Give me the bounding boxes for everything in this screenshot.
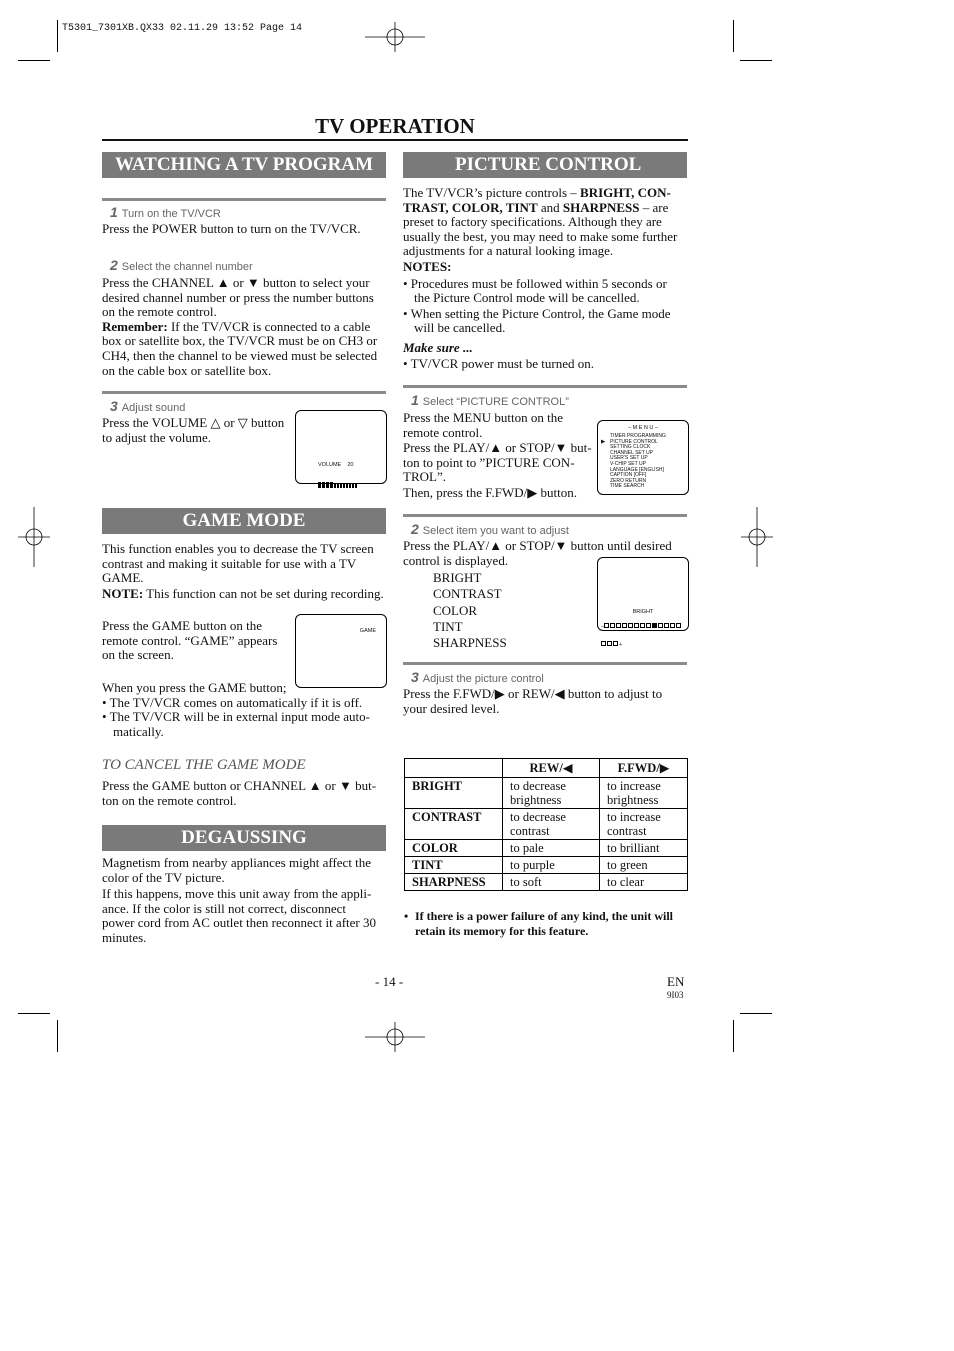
title-rule	[102, 139, 688, 141]
table-cell-rew	[503, 809, 600, 840]
volume-segment	[340, 484, 342, 488]
cancel-game-text: Press the GAME button or CHANNEL ▲ or ▼ but- ton on the remote control.	[102, 778, 377, 808]
picture-step2-text: Press the PLAY/▲ or STOP/▼ button until desired control is displayed.	[403, 538, 672, 568]
game-intro: This function enables you to decrease the TV screen contrast and making it suitable for use with a TV GAME. NOTE: This function can not be set during recording.	[102, 541, 384, 601]
menu-item: CHANNEL SET UP	[610, 449, 654, 456]
osd-box	[628, 623, 633, 628]
cell-line: contrast	[510, 824, 550, 838]
osd-box	[670, 623, 675, 628]
game-screen	[295, 614, 387, 688]
menu-item: LANGUAGE [ENGLISH]	[610, 466, 664, 473]
osd-box	[610, 623, 615, 628]
table-row	[405, 874, 688, 891]
osd-label: BRIGHT	[632, 609, 654, 615]
bright-osd-screen	[597, 557, 689, 648]
table-row	[405, 840, 688, 857]
table-cell-ffwd	[600, 840, 688, 857]
watching-step3-text: Press the VOLUME △ or ▽ button to adjust the volume.	[102, 415, 285, 445]
picture-step1-text: Press the MENU button on the remote control. Press the PLAY/▲ or STOP/▼ but- ton to point to ”PICTURE CON- TROL”. Then, press the F.FWD/▶ button.	[403, 410, 592, 500]
watching-step1-heading: 1 Turn on the TV/VCR	[110, 204, 221, 220]
cancel-game-title: TO CANCEL THE GAME MODE	[102, 757, 306, 773]
doc-code: 9I03	[667, 990, 684, 1000]
table-cell-rew	[503, 857, 600, 874]
row-label: COLOR	[405, 840, 503, 857]
cell-line: to increase	[607, 779, 661, 793]
table-cell-ffwd	[600, 874, 688, 891]
osd-box	[640, 623, 645, 628]
game-instructions: Press the GAME button on the remote control. “GAME” appears on the screen.	[102, 618, 278, 663]
degaussing-text: Magnetism from nearby appliances might affect the color of the TV picture. If this happens, move this unit away from the appli- ance. If the color is still not correct, disconnect power cord from AC outlet then reconnect it after 30 minutes.	[102, 855, 376, 945]
osd-box	[604, 623, 609, 628]
table-header-cell: REW/◀	[503, 759, 600, 778]
picture-step3-heading: 3 Adjust the picture control	[411, 669, 544, 685]
step-rule	[403, 514, 687, 517]
osd-box	[616, 623, 621, 628]
menu-item: TIMER PROGRAMMING	[610, 433, 666, 439]
footnote-bullet: •	[404, 909, 409, 923]
menu-item: USER’S SET UP	[610, 455, 648, 462]
picture-intro: The TV/VCR’s picture controls – BRIGHT, CON- TRAST, COLOR, TINT and SHARPNESS – are preset to factory specifications. Although they are usually the best, you may need to make some further adjustments for a natural looking image. NOTES: • Procedures must be followed within 5 seconds or the Picture Control mode will be cancelled. • When setting the Picture Control, the Game mode will be cancelled. Make sure ... • TV/VCR power must be turned on.	[403, 185, 678, 371]
menu-item: ZERO RETURN	[610, 477, 647, 484]
game-screen-label: GAME	[359, 628, 376, 634]
table-row	[405, 857, 688, 874]
cell-line: to pale	[510, 841, 544, 855]
menu-item: SETTING CLOCK	[610, 444, 651, 451]
osd-box	[601, 641, 606, 646]
menu-item: TIME SEARCH	[610, 483, 645, 490]
step-rule	[403, 385, 687, 388]
cell-line: to increase	[607, 810, 661, 824]
volume-segment	[349, 484, 351, 488]
picture-step2-heading: 2 Select item you want to adjust	[411, 521, 569, 537]
table-cell-rew	[503, 840, 600, 857]
osd-box	[646, 623, 651, 628]
menu-title: – M E N U –	[628, 425, 658, 431]
osd-box	[664, 623, 669, 628]
osd-box	[676, 623, 681, 628]
table-header-cell	[405, 759, 503, 778]
cell-line: brightness	[607, 793, 659, 807]
watching-step3-heading: 3 Adjust sound	[110, 398, 186, 414]
language-code: EN	[667, 974, 685, 989]
volume-segment	[337, 484, 339, 488]
cell-line: to brilliant	[607, 841, 660, 855]
page-number: - 14 -	[375, 974, 404, 989]
picture-item: BRIGHT	[433, 570, 482, 585]
osd-plus: +	[619, 642, 623, 648]
game-header: GAME MODE	[102, 508, 386, 534]
osd-level-bar	[601, 615, 688, 651]
page-title: TV OPERATION	[315, 114, 475, 138]
step-rule	[403, 662, 687, 665]
picture-item: CONTRAST	[433, 586, 502, 602]
volume-segment	[326, 482, 329, 488]
watching-step1-text: Press the POWER button to turn on the TV/VCR.	[102, 221, 361, 236]
picture-item: SHARPNESS	[433, 635, 507, 651]
step-rule	[102, 198, 386, 201]
table-row	[405, 778, 688, 809]
menu-item: PICTURE CONTROL	[610, 438, 658, 445]
volume-segment	[330, 482, 333, 488]
watching-step2-heading: 2 Select the channel number	[110, 257, 253, 273]
row-label: TINT	[405, 857, 503, 874]
volume-segment	[352, 484, 354, 488]
watching-step2-text: Press the CHANNEL ▲ or ▼ button to select your desired channel number or press the number buttons on the remote control. Remember: If the TV/VCR is connected to a cable box or satellite box, the TV/VCR must be on CH3 or CH4, then the channel to be viewed must be selected on the cable box or satellite box.	[102, 275, 378, 378]
picture-step1-heading: 1 Select “PICTURE CONTROL”	[411, 392, 569, 408]
row-label: BRIGHT	[405, 778, 503, 809]
picture-item-list	[433, 570, 507, 651]
row-label: SHARPNESS	[405, 874, 503, 891]
row-label: CONTRAST	[405, 809, 503, 840]
volume-segment	[343, 484, 345, 488]
picture-control-header: PICTURE CONTROL	[403, 152, 687, 178]
game-behavior: When you press the GAME button; • The TV/VCR comes on automatically if it is off. • The TV/VCR will be in external input mode auto- matically.	[102, 680, 370, 739]
picture-control-table	[404, 758, 688, 891]
cell-line: to clear	[607, 875, 645, 889]
menu-item: V-CHIP SET UP	[610, 460, 646, 467]
osd-box	[622, 623, 627, 628]
step-rule	[102, 391, 386, 394]
cell-line: to decrease	[510, 810, 566, 824]
cell-line: contrast	[607, 824, 647, 838]
osd-box	[613, 641, 618, 646]
osd-minus: –	[601, 624, 605, 630]
table-header-cell: F.FWD/▶	[600, 759, 688, 778]
osd-box	[658, 623, 663, 628]
volume-segment	[334, 484, 336, 488]
menu-item: CAPTION [OFF]	[610, 472, 647, 479]
volume-level-bar	[318, 470, 358, 488]
volume-segment	[346, 484, 348, 488]
volume-segment	[322, 482, 325, 488]
watching-header: WATCHING A TV PROGRAM	[102, 152, 386, 178]
table-cell-rew	[503, 874, 600, 891]
table-header-row	[405, 759, 688, 778]
picture-step3-text: Press the F.FWD/▶ or REW/◀ button to adjust to your desired level.	[403, 686, 663, 716]
table-row	[405, 809, 688, 840]
table-cell-ffwd	[600, 857, 688, 874]
cell-line: to decrease	[510, 779, 566, 793]
table-cell-rew	[503, 778, 600, 809]
picture-item: COLOR	[433, 602, 478, 618]
volume-segment	[355, 484, 357, 488]
osd-marker	[652, 623, 657, 628]
volume-segment	[318, 482, 321, 488]
menu-screen	[597, 420, 689, 495]
volume-label: VOLUME 20	[318, 462, 354, 468]
osd-box	[607, 641, 612, 646]
volume-screen	[295, 410, 387, 484]
cell-line: to purple	[510, 858, 555, 872]
cell-line: brightness	[510, 793, 562, 807]
menu-cursor: ▶	[601, 439, 606, 445]
picture-item: TINT	[433, 618, 463, 634]
footnote: If there is a power failure of any kind, the unit will retain its memory for this feature.	[415, 909, 674, 938]
degaussing-header: DEGAUSSING	[102, 825, 386, 851]
cell-line: to soft	[510, 875, 542, 889]
print-info: T5301_7301XB.QX33 02.11.29 13:52 Page 14	[62, 23, 303, 34]
table-cell-ffwd	[600, 809, 688, 840]
menu-list	[610, 434, 666, 490]
osd-box	[634, 623, 639, 628]
cell-line: to green	[607, 858, 648, 872]
table-cell-ffwd	[600, 778, 688, 809]
